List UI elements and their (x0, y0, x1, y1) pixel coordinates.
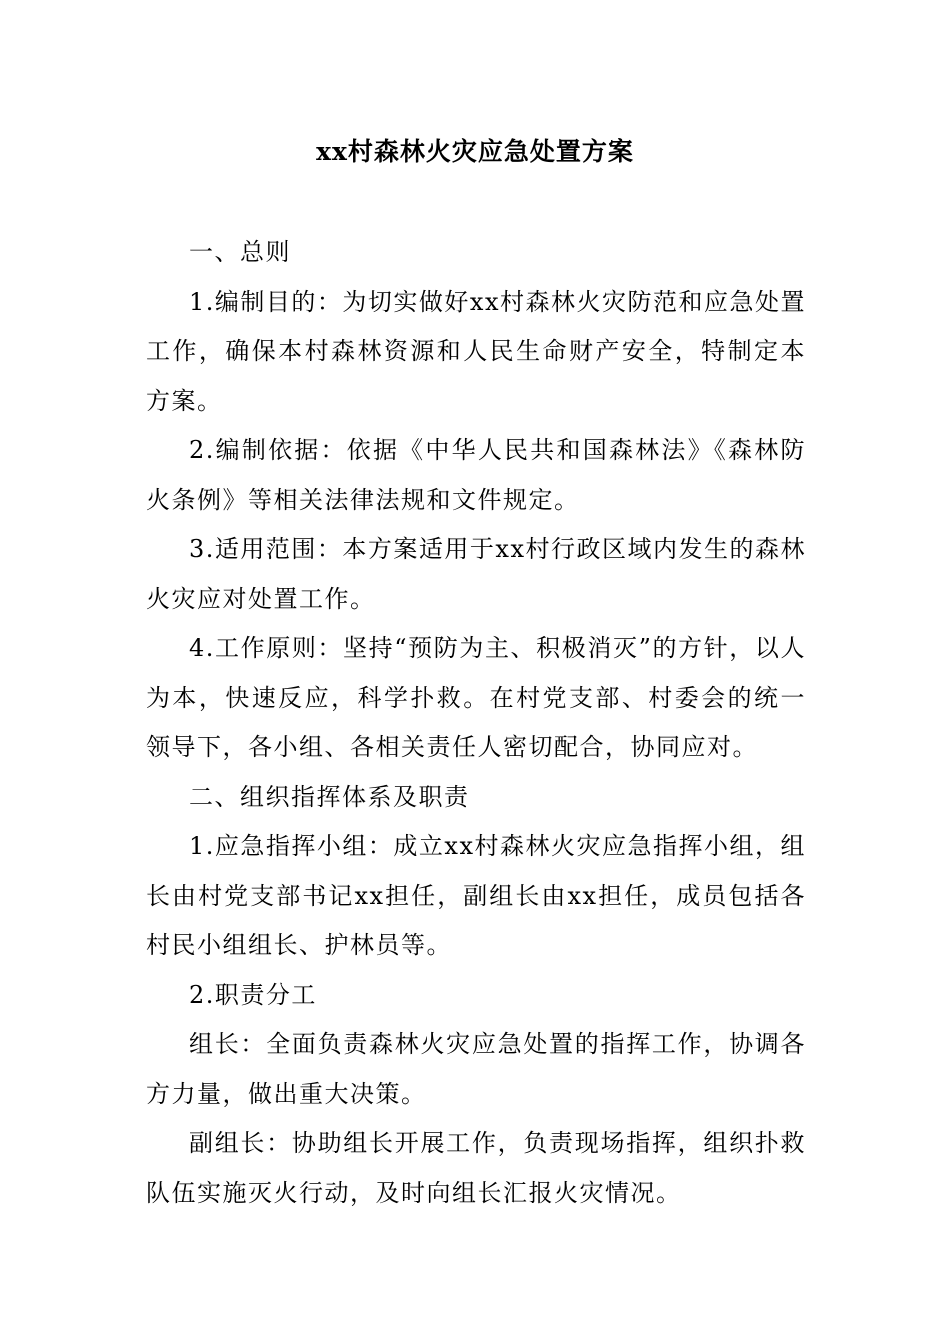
section-heading-general: 一、总则 (189, 238, 291, 266)
paragraph-deputy-duty: 副组长：协助组长开展工作，负责现场指挥，组织扑救队伍实施灭火行动，及时向组长汇报火灾情况。 (146, 1129, 806, 1207)
section-heading-organization: 二、组织指挥体系及职责 (189, 782, 470, 811)
paragraph-purpose: 1.编制目的：为切实做好xx村森林火灾防范和应急处置工作，确保本村森林资源和人民生命财产安全，特制定本方案。 (146, 287, 806, 415)
document-body (146, 228, 806, 1218)
paragraph-principles: 4.工作原则：坚持“预防为主、积极消灭”的方针，以人为本，快速反应，科学扑救。在村党支部、村委会的统一领导下，各小组、各相关责任人密切配合，协同应对。 (146, 634, 806, 761)
paragraph-leader-duty: 组长：全面负责森林火灾应急处置的指挥工作，协调各方力量，做出重大决策。 (146, 1030, 806, 1108)
paragraph-command-group: 1.应急指挥小组：成立xx村森林火灾应急指挥小组，组长由村党支部书记xx担任，副组长由xx担任，成员包括各村民小组组长、护林员等。 (146, 832, 806, 959)
paragraph-basis: 2.编制依据：依据《中华人民共和国森林法》《森林防火条例》等相关法律法规和文件规定。 (146, 436, 806, 514)
paragraph-scope: 3.适用范围：本方案适用于xx村行政区域内发生的森林火灾应对处置工作。 (146, 535, 806, 613)
paragraph-duties-heading: 2.职责分工 (189, 980, 317, 1009)
document-title: xx村森林火灾应急处置方案 (316, 137, 634, 166)
